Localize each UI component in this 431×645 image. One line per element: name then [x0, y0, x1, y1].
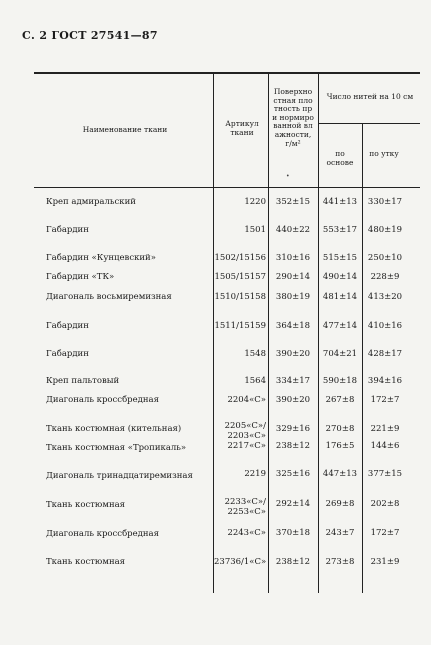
fabric-article: 1511/15159	[214, 321, 266, 331]
fabric-article: 1510/15158	[214, 292, 266, 302]
print-mark: •	[286, 173, 290, 180]
fabric-density: 238±12	[275, 441, 311, 451]
fabric-article-line-1: 2233«С»/	[224, 497, 266, 507]
fabric-article: 1505/15157	[214, 272, 266, 282]
fabric-name: Диагональ кроссбредная	[46, 395, 159, 405]
fabric-density: 390±20	[275, 349, 311, 359]
fabric-density: 310±16	[275, 253, 311, 263]
fabric-warp: 267±8	[325, 395, 355, 405]
fabric-article: 1502/15156	[214, 253, 266, 263]
fabric-name: Креп адмиральский	[46, 197, 136, 207]
fabric-name: Габардин	[46, 321, 89, 331]
fabric-weft: 330±17	[367, 197, 403, 207]
fabric-weft: 144±6	[370, 441, 400, 451]
fabric-warp: 243±7	[325, 528, 355, 538]
fabric-warp: 477±14	[322, 321, 358, 331]
fabric-article	[214, 421, 266, 441]
fabric-warp: 176±5	[325, 441, 355, 451]
fabric-article: 2219	[244, 469, 266, 479]
fabric-warp: 515±15	[322, 253, 358, 263]
fabric-weft: 231±9	[370, 557, 400, 567]
fabric-warp: 441±13	[322, 197, 358, 207]
table-top-rule	[34, 72, 420, 74]
fabric-warp: 704±21	[322, 349, 358, 359]
column-header-article: Артикул ткани	[225, 119, 259, 137]
fabric-weft: 221±9	[370, 424, 400, 434]
fabric-weft: 377±15	[367, 469, 403, 479]
fabric-article: 23736/1«С»	[214, 557, 267, 567]
column-divider-3	[318, 73, 319, 593]
fabric-article: 1501	[244, 225, 266, 235]
fabric-name: Креп пальтовый	[46, 376, 120, 386]
fabric-article-line-2: 2203«С»	[227, 431, 266, 441]
fabric-weft: 413±20	[367, 292, 403, 302]
fabric-article: 1564	[244, 376, 266, 386]
fabric-article-line-2: 2253«С»	[227, 507, 266, 517]
fabric-article: 1220	[244, 197, 266, 207]
fabric-density: 370±18	[275, 528, 311, 538]
fabric-density: 364±18	[275, 321, 311, 331]
fabric-density: 238±12	[275, 557, 311, 567]
fabric-weft: 410±16	[367, 321, 403, 331]
fabric-article: 2243«С»	[227, 528, 266, 538]
fabric-weft: 172±7	[370, 528, 400, 538]
column-header-name: Наименование ткани	[82, 125, 168, 134]
fabric-density: 440±22	[275, 225, 311, 235]
fabric-warp: 273±8	[325, 557, 355, 567]
fabric-warp: 270±8	[325, 424, 355, 434]
fabric-weft: 428±17	[367, 349, 403, 359]
page-header: С. 2 ГОСТ 27541—87	[22, 29, 158, 42]
fabric-name: Габардин «Кунцевский»	[46, 253, 156, 263]
fabric-weft: 394±16	[367, 376, 403, 386]
fabric-density: 292±14	[275, 499, 311, 509]
fabric-warp: 490±14	[322, 272, 358, 282]
fabric-density: 390±20	[275, 395, 311, 405]
fabric-name: Диагональ кроссбредная	[46, 529, 159, 539]
fabric-name: Ткань костюмная	[46, 500, 126, 510]
column-header-weft: по утку	[369, 149, 399, 158]
fabric-name: Диагональ тринадцатиремизная	[46, 471, 193, 481]
fabric-name: Ткань костюмная	[46, 557, 126, 567]
fabric-warp: 553±17	[322, 225, 358, 235]
fabric-weft: 480±19	[367, 225, 403, 235]
fabric-article: 2204«С»	[227, 395, 266, 405]
column-header-density: Поверхностная плотность при нормированной влажности, г/м²	[272, 87, 314, 148]
fabric-warp: 447±13	[322, 469, 358, 479]
fabric-density: 329±16	[275, 424, 311, 434]
fabric-density: 325±16	[275, 469, 311, 479]
fabric-weft: 250±10	[367, 253, 403, 263]
fabric-name: Габардин «ТК»	[46, 272, 115, 282]
fabric-weft: 228±9	[370, 272, 400, 282]
column-header-threads-group: Число нитей на 10 см	[326, 92, 414, 101]
fabric-article	[214, 497, 266, 517]
column-header-warp: по основе	[326, 149, 354, 167]
fabric-warp: 481±14	[322, 292, 358, 302]
fabric-name: Ткань костюмная (кительная)	[46, 424, 182, 434]
fabric-warp: 590±18	[322, 376, 358, 386]
fabric-name: Габардин	[46, 349, 89, 359]
fabric-density: 334±17	[275, 376, 311, 386]
fabric-density: 352±15	[275, 197, 311, 207]
threads-group-rule	[318, 123, 420, 124]
fabric-warp: 269±8	[325, 499, 355, 509]
fabric-weft: 202±8	[370, 499, 400, 509]
fabric-weft: 172±7	[370, 395, 400, 405]
fabric-article-line-1: 2205«С»/	[224, 421, 266, 431]
fabric-name: Габардин	[46, 225, 89, 235]
fabric-name: Ткань костюмная «Тропикаль»	[46, 443, 187, 453]
fabric-density: 290±14	[275, 272, 311, 282]
fabric-article: 2217«С»	[227, 441, 266, 451]
fabric-density: 380±19	[275, 292, 311, 302]
column-divider-2	[268, 73, 269, 593]
fabric-article: 1548	[244, 349, 266, 359]
fabric-name: Диагональ восьмиремизная	[46, 292, 172, 302]
